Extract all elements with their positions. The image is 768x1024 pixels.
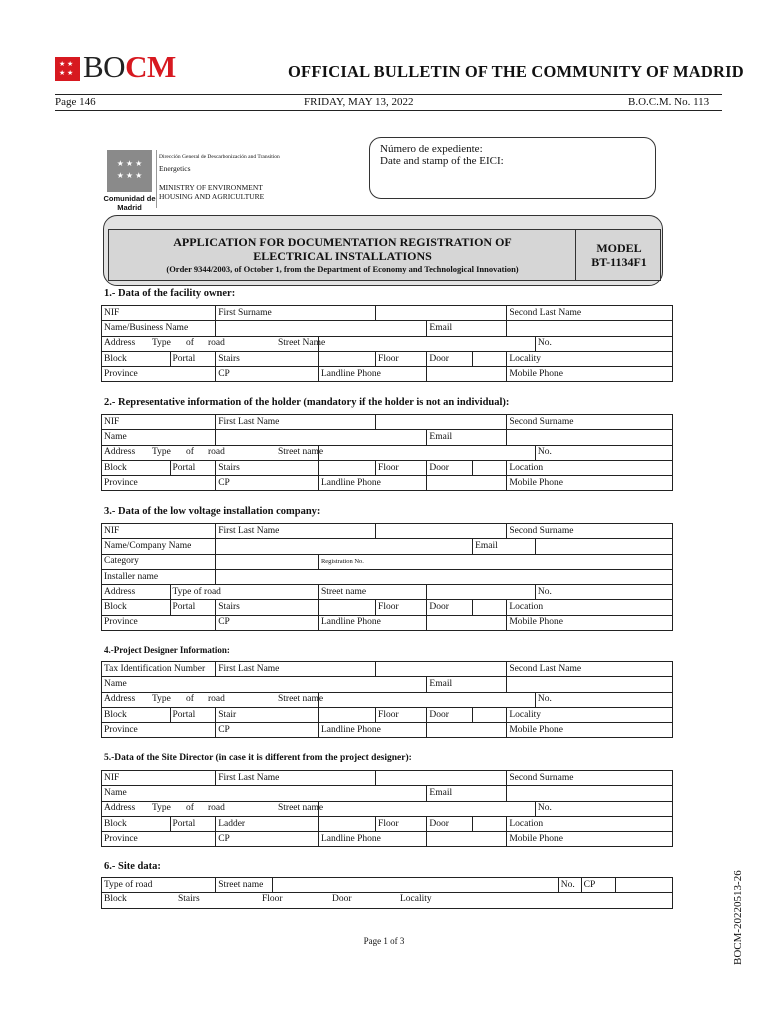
field-input[interactable] xyxy=(473,351,507,366)
madrid-flag-logo: ★ ★ ★ ★ xyxy=(55,57,80,81)
field-label: Second Last Name xyxy=(507,662,673,677)
field-label: Portal xyxy=(170,707,216,722)
field-label: Floor xyxy=(376,600,427,615)
section-2-table xyxy=(101,414,673,491)
field-label-text: of xyxy=(186,802,194,813)
field-label: Email xyxy=(427,430,507,445)
eici-stamp-label: Date and stamp of the EICI: xyxy=(380,155,504,167)
field-input[interactable] xyxy=(427,367,507,382)
field-label: Floor xyxy=(376,460,427,475)
field-label: Second Surname xyxy=(507,524,673,539)
field-label: Second Surname xyxy=(507,771,673,786)
model-label-line-2: BT-1134F1 xyxy=(591,255,647,269)
field-input[interactable] xyxy=(473,460,507,475)
field-label: Email xyxy=(473,539,536,554)
field-label-text: road xyxy=(208,446,225,457)
field-label: Tax Identification Number xyxy=(102,662,216,677)
field-label: Type of road xyxy=(170,585,318,600)
field-label-text: Street name xyxy=(278,693,324,704)
field-input[interactable] xyxy=(318,460,375,475)
field-input[interactable] xyxy=(318,445,535,460)
field-label: Name xyxy=(102,677,427,692)
field-label: Block xyxy=(102,707,171,722)
field-label xyxy=(102,801,324,816)
field-input[interactable] xyxy=(507,430,673,445)
field-label: CP xyxy=(216,832,319,847)
emblem-caption: Comunidad de Madrid xyxy=(103,194,156,212)
side-reference-code: BOCM-20220513-26 xyxy=(732,870,744,965)
field-input[interactable] xyxy=(615,878,672,893)
ministry-line: MINISTRY OF ENVIRONMENT xyxy=(159,183,263,192)
field-label: Ladder xyxy=(216,816,319,831)
field-label: Door xyxy=(427,351,473,366)
logo-bo: BO xyxy=(83,49,126,84)
field-label: First Last Name xyxy=(216,415,376,430)
field-label-text: of xyxy=(186,693,194,704)
issue-date: FRIDAY, MAY 13, 2022 xyxy=(304,96,414,108)
field-label: First Surname xyxy=(216,306,376,321)
field-label-text: Locality xyxy=(400,894,432,905)
field-input[interactable] xyxy=(318,707,375,722)
field-label: Stairs xyxy=(216,460,319,475)
field-label: Name/Company Name xyxy=(102,539,216,554)
field-input[interactable] xyxy=(318,351,375,366)
field-label: Portal xyxy=(170,460,216,475)
field-label: Door xyxy=(427,816,473,831)
field-label-text: Address xyxy=(104,446,136,457)
field-label: Landline Phone xyxy=(318,367,426,382)
field-input[interactable] xyxy=(376,306,507,321)
field-label: CP xyxy=(216,367,319,382)
directorate-line-2: Energetics xyxy=(159,164,191,173)
field-label: Province xyxy=(102,367,216,382)
field-input[interactable] xyxy=(216,430,427,445)
field-label: Name/Business Name xyxy=(102,321,216,336)
field-label: Province xyxy=(102,476,216,491)
field-label: NIF xyxy=(102,415,216,430)
header-rule-top xyxy=(55,94,722,95)
field-label: Block xyxy=(102,816,171,831)
field-label: First Last Name xyxy=(216,524,376,539)
field-label-text: Type xyxy=(152,446,171,457)
field-input[interactable] xyxy=(473,707,507,722)
field-label: Stairs xyxy=(216,600,319,615)
field-label: Location xyxy=(507,600,673,615)
field-label: Address xyxy=(102,585,171,600)
field-label: Mobile Phone xyxy=(507,832,673,847)
field-input[interactable] xyxy=(318,816,375,831)
field-label: Mobile Phone xyxy=(507,476,673,491)
field-label: Installer name xyxy=(102,569,216,584)
field-label: Mobile Phone xyxy=(507,615,673,630)
field-label: Email xyxy=(427,321,507,336)
field-label: Street name xyxy=(216,878,273,893)
field-label: Mobile Phone xyxy=(507,367,673,382)
field-label: Type of road xyxy=(102,878,216,893)
field-input[interactable] xyxy=(507,677,673,692)
section-4-heading: 4.-Project Designer Information: xyxy=(104,645,230,655)
comunidad-madrid-emblem: ★ ★ ★ ★ ★ ★ xyxy=(107,150,152,192)
field-label xyxy=(507,306,673,321)
field-label: Stair xyxy=(216,707,319,722)
field-label-text: of xyxy=(186,337,194,348)
admin-divider xyxy=(156,150,157,208)
field-label: Email xyxy=(427,677,507,692)
field-label: Door xyxy=(427,460,473,475)
field-label-text: of xyxy=(186,446,194,457)
field-input[interactable] xyxy=(473,600,507,615)
field-label-text: Type xyxy=(152,802,171,813)
field-label-text: Registration No. xyxy=(320,558,364,566)
field-label: Door xyxy=(427,707,473,722)
section-5-table xyxy=(101,770,673,847)
field-label: Location xyxy=(507,460,673,475)
field-input[interactable] xyxy=(427,585,535,600)
section-1-table xyxy=(101,305,673,382)
field-input[interactable] xyxy=(376,771,507,786)
field-input[interactable] xyxy=(427,723,507,738)
bulletin-title: OFFICIAL BULLETIN OF THE COMMUNITY OF MADRID xyxy=(288,62,744,81)
field-label: CP xyxy=(581,878,615,893)
header-rule-bottom xyxy=(55,110,722,111)
field-label: Province xyxy=(102,615,216,630)
field-label: Floor xyxy=(376,816,427,831)
field-label: Street name xyxy=(318,585,426,600)
field-label: NIF xyxy=(102,306,216,321)
field-label: Email xyxy=(427,786,507,801)
field-label: Landline Phone xyxy=(318,615,426,630)
field-label: Stairs xyxy=(216,351,319,366)
field-label: Floor xyxy=(376,707,427,722)
section-3-heading: 3.- Data of the low voltage installation company: xyxy=(104,506,321,517)
field-input[interactable] xyxy=(376,415,507,430)
field-label: Category xyxy=(102,554,216,569)
form-title-line-2: ELECTRICAL INSTALLATIONS xyxy=(253,249,432,263)
field-label-text: Second Last Name xyxy=(509,307,582,318)
field-label: Block xyxy=(102,351,171,366)
field-label: No. xyxy=(535,336,672,351)
field-label: Door xyxy=(427,600,473,615)
model-label-line-1: MODEL xyxy=(596,241,642,255)
field-label: Landline Phone xyxy=(318,832,426,847)
field-label xyxy=(318,554,672,569)
field-label-text: road xyxy=(208,337,225,348)
field-input[interactable] xyxy=(376,524,507,539)
issue-number: B.O.C.M. No. 113 xyxy=(628,96,710,108)
field-input[interactable] xyxy=(216,554,319,569)
field-input[interactable] xyxy=(273,878,559,893)
field-label: NIF xyxy=(102,771,216,786)
expediente-label: Número de expediente: xyxy=(380,143,483,155)
field-input[interactable] xyxy=(376,662,507,677)
field-input[interactable] xyxy=(427,476,507,491)
field-label: No. xyxy=(535,445,672,460)
field-input[interactable] xyxy=(318,692,535,707)
field-label: CP xyxy=(216,615,319,630)
form-subtitle: (Order 9344/2003, of October 1, from the Department of Economy and Technological Innovation) xyxy=(166,264,519,274)
logo-cm: CM xyxy=(125,49,176,84)
field-input[interactable] xyxy=(216,539,473,554)
field-label xyxy=(102,336,326,351)
field-label: Locality xyxy=(507,351,673,366)
field-label-text: Street name xyxy=(278,802,324,813)
form-title-divider xyxy=(575,229,576,281)
field-label xyxy=(102,893,673,908)
field-input[interactable] xyxy=(473,816,507,831)
page-of-label: Page 1 of 3 xyxy=(363,936,405,946)
field-label: Floor xyxy=(376,351,427,366)
field-label-text: Stairs xyxy=(178,894,200,905)
ministry-line-2: HOUSING AND AGRICULTURE xyxy=(159,192,265,201)
field-label-text: Floor xyxy=(262,894,283,905)
field-label: CP xyxy=(216,723,319,738)
bocm-logo xyxy=(83,50,176,84)
field-label: Portal xyxy=(170,351,216,366)
field-label: Landline Phone xyxy=(318,476,426,491)
section-2-heading: 2.- Representative information of the holder (mandatory if the holder is not an individual): xyxy=(104,397,510,408)
field-label: Province xyxy=(102,723,216,738)
field-input[interactable] xyxy=(427,615,507,630)
field-label-text: Street Name xyxy=(278,337,326,348)
field-label-text: Address xyxy=(104,337,136,348)
field-label: Name xyxy=(102,430,216,445)
field-input[interactable] xyxy=(318,801,535,816)
field-input[interactable] xyxy=(216,569,673,584)
field-label: Location xyxy=(507,816,673,831)
field-label-text: road xyxy=(208,693,225,704)
field-label: No. xyxy=(535,692,672,707)
field-label: Portal xyxy=(170,600,216,615)
field-input[interactable] xyxy=(318,336,535,351)
section-6-table xyxy=(101,877,673,909)
field-input[interactable] xyxy=(216,321,427,336)
section-3-table xyxy=(101,523,673,631)
form-title xyxy=(110,235,575,263)
field-label-text: Street name xyxy=(278,446,324,457)
field-label-text: Address xyxy=(104,693,136,704)
field-label: First Last Name xyxy=(216,662,376,677)
field-label: No. xyxy=(558,878,581,893)
section-4-table xyxy=(101,661,673,738)
field-label: Second Surname xyxy=(507,415,673,430)
field-label: First Last Name xyxy=(216,771,376,786)
field-label: NIF xyxy=(102,524,216,539)
field-input[interactable] xyxy=(535,539,672,554)
model-label xyxy=(577,241,661,269)
field-label-text: Type xyxy=(152,337,171,348)
field-label-text: Door xyxy=(332,894,352,905)
field-label: Portal xyxy=(170,816,216,831)
field-label-text: Block xyxy=(104,894,127,905)
field-label: Mobile Phone xyxy=(507,723,673,738)
directorate-line: Dirección General de Descarbonización and Transition xyxy=(159,154,280,160)
field-label: Landline Phone xyxy=(318,723,426,738)
field-label: Block xyxy=(102,460,171,475)
field-label-text: road xyxy=(208,802,225,813)
field-label xyxy=(102,692,324,707)
field-label: CP xyxy=(216,476,319,491)
field-label-text: Type xyxy=(152,693,171,704)
field-label: Locality xyxy=(507,707,673,722)
field-label: Province xyxy=(102,832,216,847)
field-label: Name xyxy=(102,786,427,801)
field-label: No. xyxy=(535,801,672,816)
field-input[interactable] xyxy=(318,600,375,615)
form-title-line-1: APPLICATION FOR DOCUMENTATION REGISTRATION OF xyxy=(173,235,512,249)
section-1-heading: 1.- Data of the facility owner: xyxy=(104,288,236,299)
section-6-heading: 6.- Site data: xyxy=(104,861,161,872)
field-label xyxy=(102,445,324,460)
field-label: Block xyxy=(102,600,171,615)
section-5-heading: 5.-Data of the Site Director (in case it is different from the project designer): xyxy=(104,753,412,763)
field-label: No. xyxy=(535,585,672,600)
field-input[interactable] xyxy=(507,321,673,336)
page-number: Page 146 xyxy=(55,96,96,108)
field-input[interactable] xyxy=(427,832,507,847)
field-label-text: Address xyxy=(104,802,136,813)
field-input[interactable] xyxy=(507,786,673,801)
